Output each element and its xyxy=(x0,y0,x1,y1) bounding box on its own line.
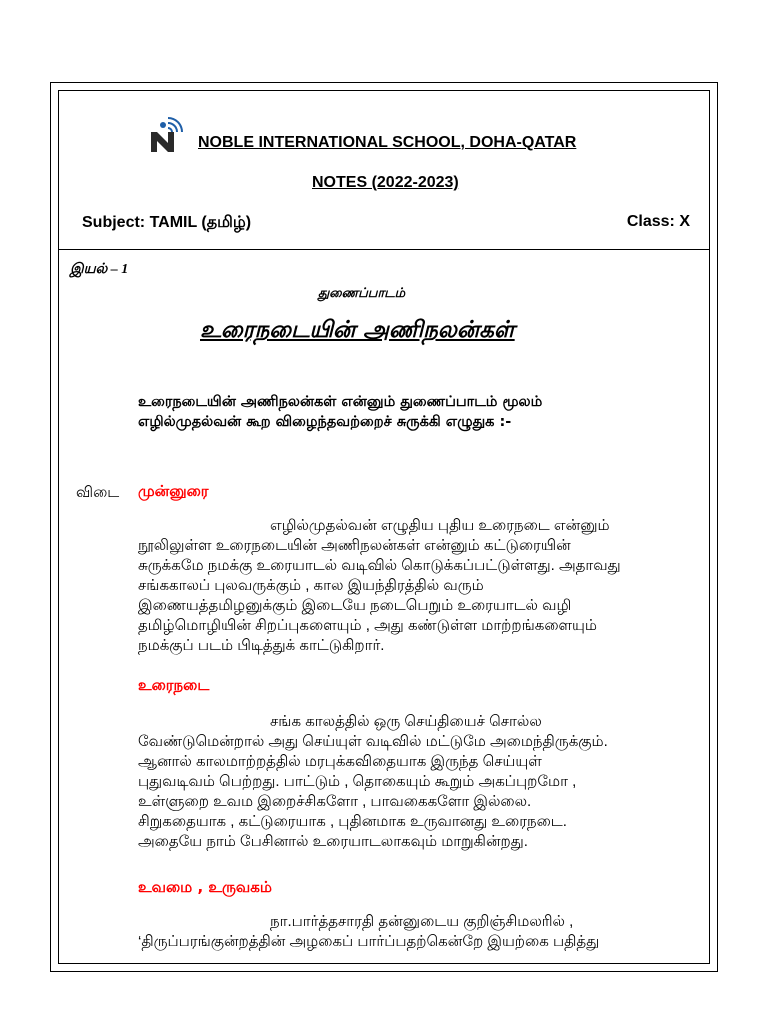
section-paragraph-simile xyxy=(138,912,704,952)
paragraph-line: சிறுகதையாக , கட்டுரையாக , புதினமாக உருவானது உரைநடை. xyxy=(138,813,567,830)
header-divider xyxy=(58,249,710,250)
question-text xyxy=(138,392,698,432)
subject-label: Subject: TAMIL (தமிழ்) xyxy=(82,214,252,231)
paragraph-line: வேண்டுமென்றால் அது செய்யுள் வடிவில் மட்டுமே அமைந்திருக்கும். xyxy=(138,733,608,750)
paragraph-line: இணையத்தமிழனுக்கும் இடையே நடைபெறும் உரையாடல் வழி xyxy=(138,597,572,614)
paragraph-line: எழில்முதல்வன் எழுதிய புதிய உரைநடை என்னும் xyxy=(270,517,610,534)
notes-year: NOTES (2022-2023) xyxy=(312,174,459,191)
paragraph-line: உள்ளுறை உவம இறைச்சிகளோ , பாவகைகளோ இல்லை. xyxy=(138,793,532,810)
school-logo-icon xyxy=(148,112,188,154)
paragraph-line: சங்ககாலப் புலவருக்கும் , கால இயந்திரத்தில் வரும் xyxy=(138,577,484,594)
paragraph-line: சங்க காலத்தில் ஒரு செய்தியைச் சொல்ல xyxy=(270,713,542,730)
lesson-title: உரைநடையின் அணிநலன்கள் xyxy=(200,317,515,343)
paragraph-line: நமக்குப் படம் பிடித்துக் காட்டுகிறார். xyxy=(138,637,385,654)
paragraph-line: புதுவடிவம் பெற்றது. பாட்டும் , தொகையும் கூறும் அகப்புறமோ , xyxy=(138,773,577,790)
question-line: எழில்முதல்வன் கூற விழைந்தவற்றைச் சுருக்கி எழுதுக :- xyxy=(138,414,512,430)
subtopic-label: துணைப்பாடம் xyxy=(318,286,406,301)
paragraph-line: ‘திருப்பரங்குன்றத்தின் அழகைப் பார்ப்பதற்கென்றே இயற்கை பதித்து xyxy=(138,933,600,950)
section-heading-intro: முன்னுரை xyxy=(138,482,209,500)
paragraph-line: சுருக்கமே நமக்கு உரையாடல் வடிவில் கொடுக்கப்பட்டுள்ளது. அதாவது xyxy=(138,557,621,574)
paragraph-line: நூலிலுள்ள உரைநடையின் அணிநலன்கள் என்னும் கட்டுரையின் xyxy=(138,537,571,554)
answer-label: விடை xyxy=(76,483,120,501)
school-name: NOBLE INTERNATIONAL SCHOOL, DOHA-QATAR xyxy=(198,134,577,151)
paragraph-line: நா.பார்த்தசாரதி தன்னுடைய குறிஞ்சிமலரில் , xyxy=(270,913,574,930)
paragraph-line: அதையே நாம் பேசினால் உரையாடலாகவும் மாறுகின்றது. xyxy=(138,833,528,850)
section-heading-simile: உவமை , உருவகம் xyxy=(138,878,272,896)
paragraph-line: ஆனால் காலமாற்றத்தில் மரபுக்கவிதையாக இருந்த செய்யுள் xyxy=(138,753,542,770)
class-label: Class: X xyxy=(626,213,690,230)
section-paragraph-prose xyxy=(138,712,704,852)
question-line: உரைநடையின் அணிநலன்கள் என்னும் துணைப்பாடம் மூலம் xyxy=(138,394,543,410)
section-heading-prose: உரைநடை xyxy=(138,676,210,694)
paragraph-line: தமிழ்மொழியின் சிறப்புகளையும் , அது கண்டுள்ள மாற்றங்களையும் xyxy=(138,617,597,634)
section-paragraph-intro xyxy=(138,516,704,656)
unit-label: இயல் – 1 xyxy=(70,262,129,277)
